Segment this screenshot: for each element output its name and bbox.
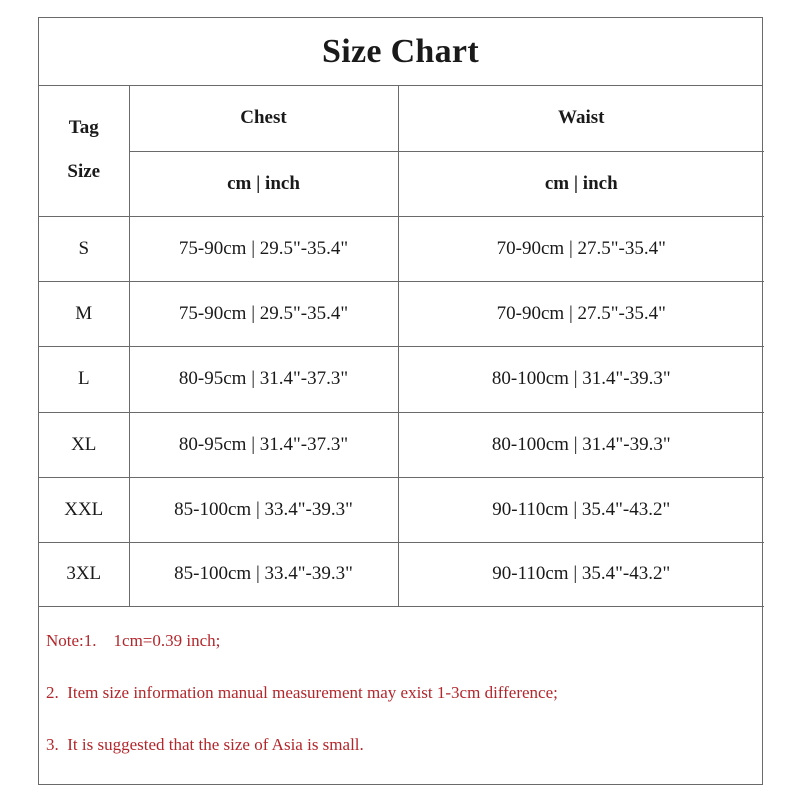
header-row-units (39, 151, 764, 216)
size-table (39, 85, 764, 607)
chest-cell: 80-95cm | 31.4"-37.3" (129, 412, 398, 477)
tag-size-header (39, 85, 129, 216)
chest-header: Chest (129, 85, 398, 151)
size-cell: XL (39, 412, 129, 477)
size-label: Size (67, 161, 101, 183)
size-cell: L (39, 346, 129, 412)
waist-cell: 80-100cm | 31.4"-39.3" (398, 346, 764, 412)
chest-cell: 80-95cm | 31.4"-37.3" (129, 346, 398, 412)
waist-cell: 90-110cm | 35.4"-43.2" (398, 542, 764, 606)
title-row (39, 18, 762, 86)
note-1: Note:1. 1cm=0.39 inch; (46, 631, 221, 650)
note-2: 2. Item size information manual measurement may exist 1-3cm difference; (46, 683, 558, 702)
table-row (39, 477, 764, 542)
note-3: 3. It is suggested that the size of Asia is small. (46, 735, 364, 754)
chest-cell: 85-100cm | 33.4"-39.3" (129, 477, 398, 542)
table-row (39, 281, 764, 346)
header-row-labels (39, 85, 764, 151)
waist-cell: 90-110cm | 35.4"-43.2" (398, 477, 764, 542)
size-cell: XXL (39, 477, 129, 542)
size-cell: 3XL (39, 542, 129, 606)
table-row (39, 346, 764, 412)
notes-section (39, 606, 762, 787)
size-cell: M (39, 281, 129, 346)
tag-label: Tag (68, 117, 99, 139)
chart-title: Size Chart (322, 32, 479, 70)
chest-units-header: cm | inch (129, 151, 398, 216)
size-chart-frame (38, 17, 763, 785)
chest-cell: 75-90cm | 29.5"-35.4" (129, 216, 398, 281)
waist-cell: 70-90cm | 27.5"-35.4" (398, 216, 764, 281)
size-cell: S (39, 216, 129, 281)
waist-cell: 80-100cm | 31.4"-39.3" (398, 412, 764, 477)
waist-header: Waist (398, 85, 764, 151)
waist-units-header: cm | inch (398, 151, 764, 216)
table-row (39, 412, 764, 477)
waist-cell: 70-90cm | 27.5"-35.4" (398, 281, 764, 346)
chest-cell: 85-100cm | 33.4"-39.3" (129, 542, 398, 606)
chest-cell: 75-90cm | 29.5"-35.4" (129, 281, 398, 346)
table-row (39, 216, 764, 281)
table-row (39, 542, 764, 606)
